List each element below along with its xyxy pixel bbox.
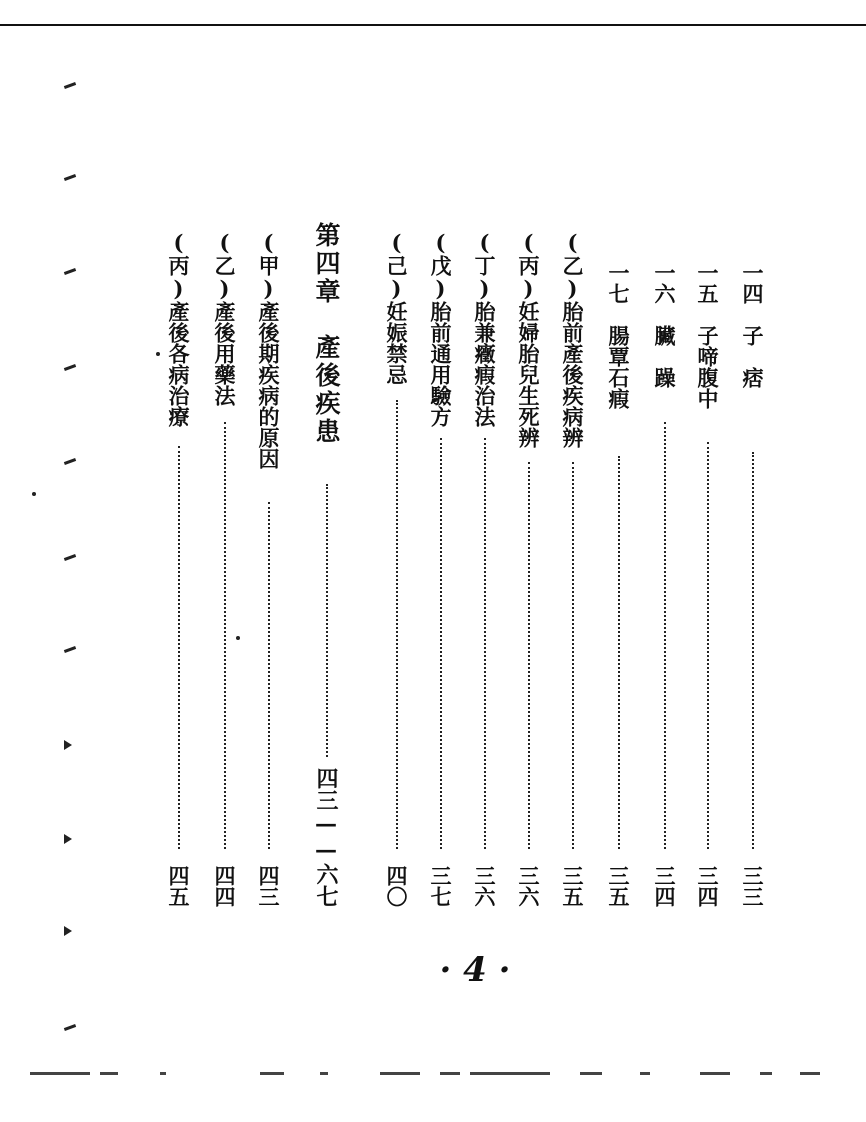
margin-mark <box>64 174 76 181</box>
dot-leader <box>528 462 530 849</box>
page-number: · 4 · <box>439 950 511 990</box>
toc-entry-page: 三五 <box>606 865 631 907</box>
toc-entry-page: 三四 <box>652 865 677 907</box>
dot-leader <box>440 438 442 849</box>
scan-speck <box>32 492 36 496</box>
dot-leader <box>326 484 328 757</box>
margin-mark <box>64 1024 76 1031</box>
toc-entry[interactable] <box>472 230 496 907</box>
chapter-title: 第四章 產後疾患 <box>312 222 341 446</box>
toc-entry-title: (丁)胎兼癥瘕治法 <box>472 230 497 427</box>
chapter-heading[interactable] <box>312 222 341 907</box>
margin-mark <box>64 740 72 750</box>
toc-entry-page: 三四 <box>695 865 720 907</box>
toc-entry-title: (甲)產後期疾病的原因 <box>256 230 281 469</box>
dot-leader <box>618 456 620 849</box>
toc-entry-title: 一四 子 痞 <box>740 262 765 388</box>
margin-mark <box>64 268 76 275</box>
margin-mark <box>64 458 76 465</box>
margin-mark <box>64 926 72 936</box>
toc-entry[interactable] <box>212 230 236 907</box>
dot-leader <box>268 502 270 849</box>
toc-entry-page: 三六 <box>516 865 541 907</box>
toc-entry-title: (戊)胎前通用驗方 <box>428 230 453 427</box>
toc-entry-page: 四三 <box>256 865 281 907</box>
toc-entry-page: 三六 <box>472 865 497 907</box>
margin-mark <box>64 646 76 653</box>
dot-leader <box>396 400 398 849</box>
toc-entry[interactable] <box>166 230 190 907</box>
toc-entry[interactable] <box>256 230 280 907</box>
dot-leader <box>224 422 226 849</box>
dot-leader <box>484 438 486 849</box>
toc-entry-page: 三五 <box>560 865 585 907</box>
dot-leader <box>572 462 574 849</box>
scan-speck <box>236 636 240 640</box>
toc-entry[interactable] <box>560 230 584 907</box>
margin-mark <box>64 834 72 844</box>
margin-mark <box>64 364 76 371</box>
toc-entry-title: (丙)妊婦胎兒生死辨 <box>516 230 541 448</box>
toc-entry-title: 一五 子啼腹中 <box>695 262 720 409</box>
toc-entry[interactable] <box>695 262 719 907</box>
dot-leader <box>178 446 180 849</box>
scan-speck <box>156 352 160 356</box>
toc-entry-title: (乙)產後用藥法 <box>212 230 237 406</box>
toc-entry-title: 一六 臟 躁 <box>652 262 677 388</box>
toc-entry-page: 四五 <box>166 865 191 907</box>
toc-entry[interactable] <box>384 230 408 907</box>
toc-entry[interactable] <box>606 262 630 907</box>
toc-entry-title: (丙)產後各病治療 <box>166 230 191 427</box>
margin-mark <box>64 82 76 89</box>
toc-entry-title: (乙)胎前產後疾病辨 <box>560 230 585 448</box>
toc-entry-page: 四〇 <box>384 865 409 907</box>
toc-entry-title: (己)妊娠禁忌 <box>384 230 409 385</box>
toc-entry[interactable] <box>740 262 764 907</box>
toc-entry-page: 三七 <box>428 865 453 907</box>
toc-entry[interactable] <box>428 230 452 907</box>
toc-entry-page: 三三 <box>740 865 765 907</box>
toc-entry[interactable] <box>652 262 676 907</box>
chapter-page-range: 四三——六七 <box>313 767 339 907</box>
margin-mark <box>64 554 76 561</box>
toc-entry-title: 一七 腸覃石瘕 <box>606 262 631 409</box>
dot-leader <box>752 452 754 849</box>
toc-entry-page: 四四 <box>212 865 237 907</box>
dot-leader <box>664 422 666 849</box>
top-rule <box>0 24 866 26</box>
scan-noise <box>0 1072 866 1080</box>
dot-leader <box>707 442 709 849</box>
toc-entry[interactable] <box>516 230 540 907</box>
